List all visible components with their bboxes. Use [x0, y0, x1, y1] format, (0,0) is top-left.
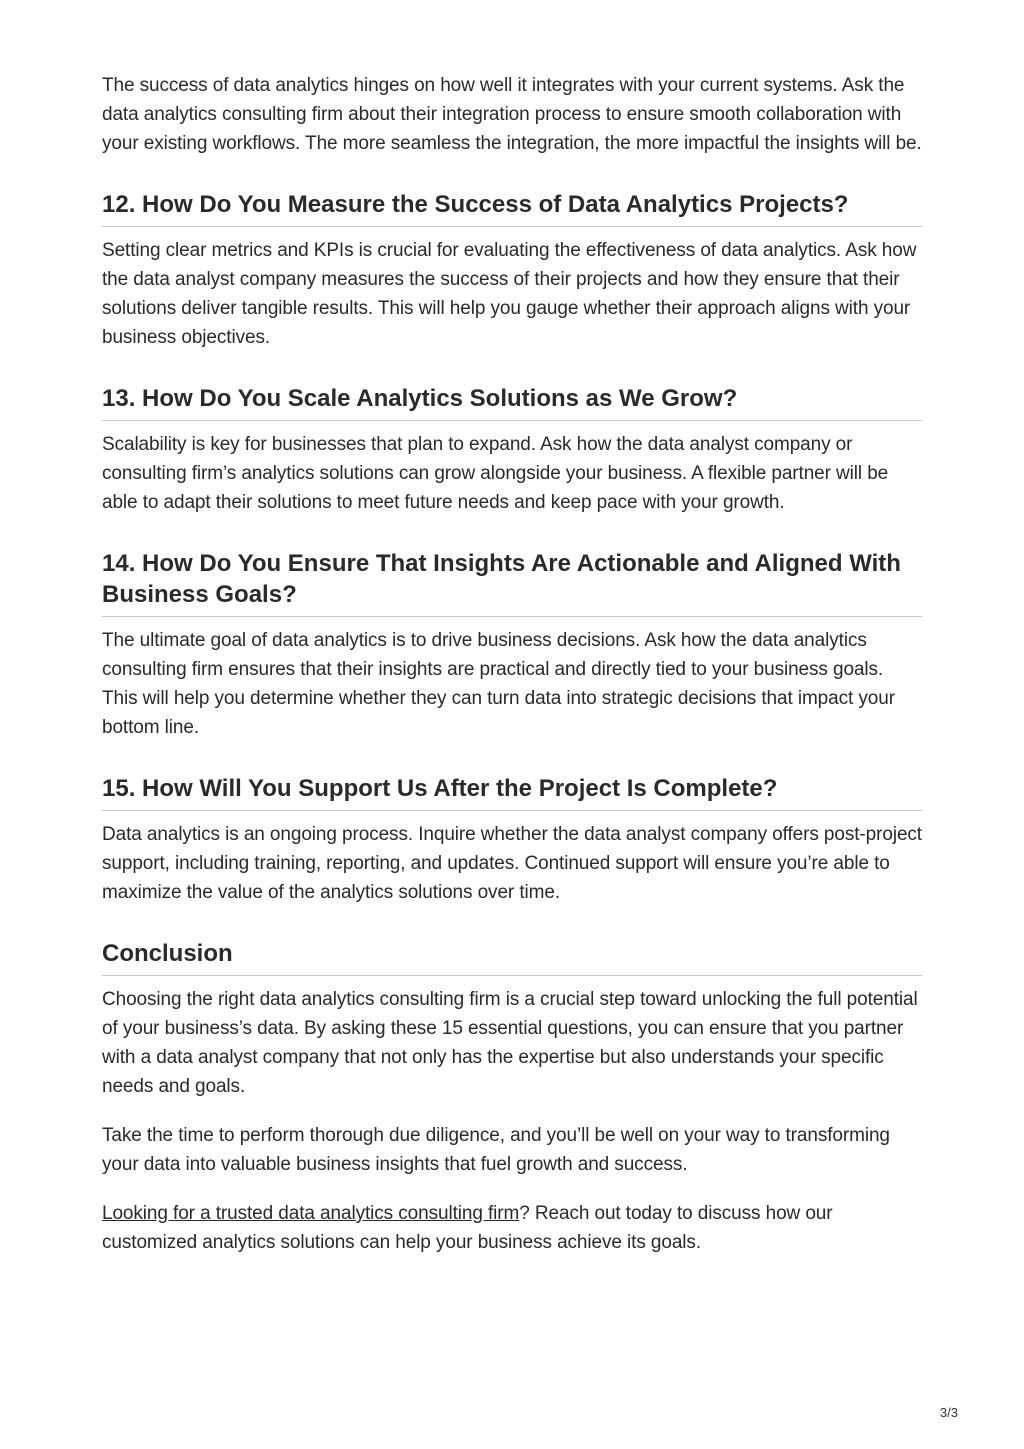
section-body: The ultimate goal of data analytics is to drive business decisions. Ask how the data analytics consulting firm ensures that their insights are practical and directly tied to your business goals. This will help you determine whether they can turn data into strategic decisions that impact your bottom line.	[102, 630, 895, 738]
section-14	[102, 548, 922, 742]
section-12	[102, 189, 922, 352]
section-body: Setting clear metrics and KPIs is crucial for evaluating the effectiveness of data analytics. Ask how the data analyst company measures the success of their projects and how they ensure that their solutions deliver tangible results. This will help you gauge whether their approach aligns with your business objectives.	[102, 240, 917, 348]
section-heading: 14. How Do You Ensure That Insights Are Actionable and Aligned With Business Goals?	[102, 548, 922, 617]
section-13	[102, 383, 922, 517]
section-heading: 15. How Will You Support Us After the Project Is Complete?	[102, 773, 922, 811]
consulting-firm-link[interactable]: Looking for a trusted data analytics consulting firm	[102, 1203, 520, 1224]
page-number: 3/3	[939, 1405, 958, 1420]
intro-paragraph: The success of data analytics hinges on how well it integrates with your current systems. Ask the data analytics consulting firm about their integration process to ensure smooth collaboration with your existing workflows. The more seamless the integration, the more impactful the insights will be.	[102, 75, 922, 154]
section-body: Scalability is key for businesses that plan to expand. Ask how the data analyst company or consulting firm’s analytics solutions can grow alongside your business. A flexible partner will be able to adapt their solutions to meet future needs and keep pace with your growth.	[102, 434, 889, 513]
conclusion-paragraph-2: Take the time to perform thorough due diligence, and you’ll be well on your way to transforming your data into valuable business insights that fuel growth and success.	[102, 1125, 890, 1175]
conclusion-heading: Conclusion	[102, 938, 922, 976]
call-to-action-paragraph	[102, 1199, 922, 1257]
conclusion-paragraph-1: Choosing the right data analytics consulting firm is a crucial step toward unlocking the full potential of your business’s data. By asking these 15 essential questions, you can ensure that you partner with a data analyst company that not only has the expertise but also understands your specific needs and goals.	[102, 989, 918, 1097]
section-body: Data analytics is an ongoing process. Inquire whether the data analyst company offers post-project support, including training, reporting, and updates. Continued support will ensure you’re able to maximize the value of the analytics solutions over time.	[102, 824, 922, 903]
document-page	[102, 71, 922, 1257]
section-15	[102, 773, 922, 907]
conclusion-section	[102, 938, 922, 1257]
section-heading: 13. How Do You Scale Analytics Solutions as We Grow?	[102, 383, 922, 421]
call-to-action-text: ? Reach out today to discuss how our customized analytics solutions can help your business achieve its goals.	[102, 1203, 833, 1253]
section-heading: 12. How Do You Measure the Success of Data Analytics Projects?	[102, 189, 922, 227]
